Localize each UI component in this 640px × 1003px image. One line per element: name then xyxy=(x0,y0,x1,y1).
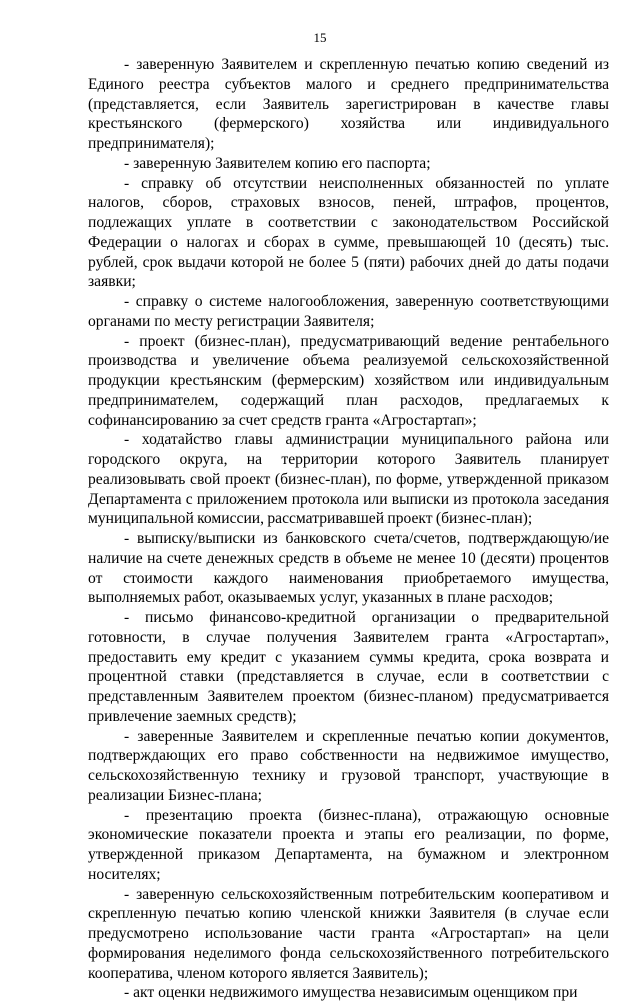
paragraph-tax-debt-certificate: - справку об отсутствии неисполненных обязанностей по уплате налогов, сборов, страховых взносов, пеней, штрафов, процентов, подлежащих уплате в соответствии с законодательством Российской Федерации о налогах и сборах в сумме, превышающей 10 (десять) тыс. рублей, срок выдачи которой не более 5 (пяти) рабочих дней до даты подачи заявки; xyxy=(88,174,609,291)
paragraph-property-valuation-act: - акт оценки недвижимого имущества независимым оценщиком при xyxy=(124,984,578,1002)
paragraph-passport-copy: - заверенную Заявителем копию его паспорта; xyxy=(124,154,431,172)
document-body xyxy=(88,55,609,1003)
paragraph-project-presentation: - презентацию проекта (бизнес-плана), отражающую основные экономические показатели проекта и этапы его реализации, по форме, утвержденной приказом Департамента, на бумажном и электронном носителях; xyxy=(88,806,609,883)
paragraph-property-documents: - заверенные Заявителем и скрепленные печатью копии документов, подтверждающих его право собственности на недвижимое имущество, сельскохозяйственную технику и грузовой транспорт, участвующие в реализации Бизнес-плана; xyxy=(88,727,609,804)
paragraph-business-plan: - проект (бизнес-план), предусматривающий ведение рентабельного производства и увеличение объема реализуемой сельскохозяйственной продукции крестьянским (фермерским) хозяйством или индивидуальным предпринимателем, содержащий план расходов, предлагаемых к софинансированию за счет средств гранта «Агростартап»; xyxy=(88,332,609,429)
page-number: 15 xyxy=(313,30,327,45)
paragraph-administration-petition: - ходатайство главы администрации муниципального района или городского округа, на территории которого Заявитель планирует реализовывать свой проект (бизнес-план), по форме, утвержденной приказом Департамента с приложением протокола или выписки из протокола заседания муниципальной комиссии, рассматривавшей проект (бизнес-план); xyxy=(88,431,609,528)
paragraph-bank-account-statement: - выписку/выписки из банковского счета/счетов, подтверждающую/ие наличие на счете денежных средств в объеме не менее 10 (десяти) процентов от стоимости каждого наименования приобретаемого имущества, выполняемых работ, оказываемых услуг, указанных в плане расходов; xyxy=(88,530,609,607)
paragraph-msp-registry-extract: - заверенную Заявителем и скрепленную печатью копию сведений из Единого реестра субъектов малого и среднего предпринимательства (представляется, если Заявитель зарегистрирован в качестве главы крестьянского (фермерского) хозяйства или индивидуального предпринимателя); xyxy=(88,56,609,152)
paragraph-cooperative-membership-book: - заверенную сельскохозяйственным потребительским кооперативом и скрепленную печатью копию членской книжки Заявителя (в случае если предусмотрено использование части гранта «Агростартап» на цели формирования неделимого фонда сельскохозяйственного потребительского кооператива, членом которого является Заявитель); xyxy=(88,885,609,982)
paragraph-credit-organization-letter: - письмо финансово-кредитной организации о предварительной готовности, в случае получения Заявителем гранта «Агростартап», предоставить ему кредит с указанием суммы кредита, срока возврата и процентной ставки (представляется в случае, если в соответствии с представленным Заявителем проектом (бизнес-планом) предусматривается привлечение заемных средств); xyxy=(88,609,609,725)
paragraph-taxation-system-certificate: - справку о системе налогообложения, заверенную соответствующими органами по месту регистрации Заявителя; xyxy=(88,293,609,330)
